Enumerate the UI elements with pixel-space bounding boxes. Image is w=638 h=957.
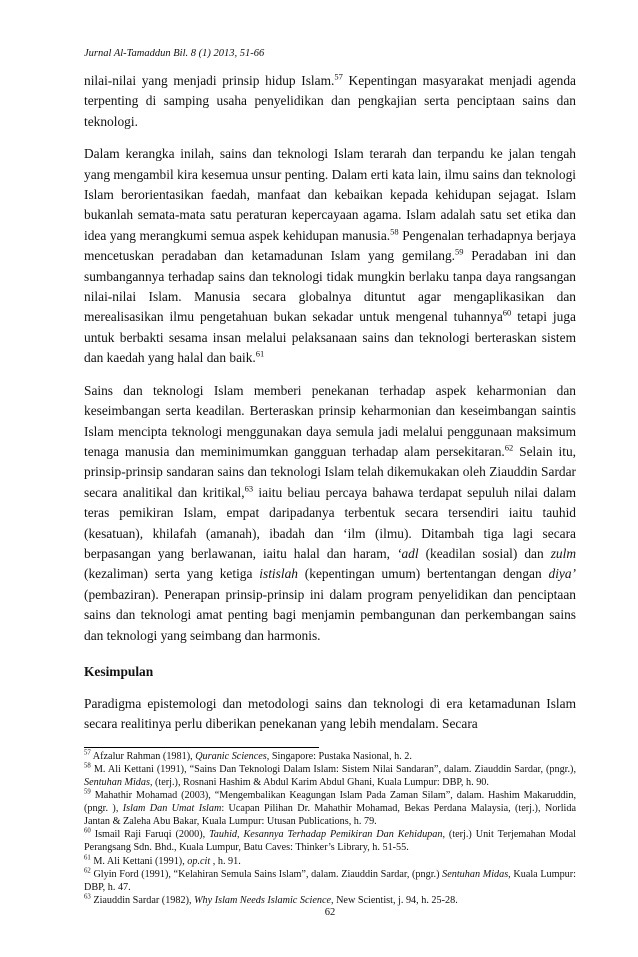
footnote-number: 59 xyxy=(84,788,91,796)
paragraph-4: Paradigma epistemologi dan metodologi sains dan teknologi di era ketamadunan Islam secara realitinya perlu diberikan penekanan yang lebih mendalam. Secara xyxy=(84,695,576,732)
footnote-text: Afzalur Rahman (1981), xyxy=(90,750,196,762)
footnote-text: , Singapore: Pustaka Nasional, h. 2. xyxy=(266,750,412,762)
term-zulm: zulm xyxy=(550,545,576,561)
paragraph-text: (kezaliman) serta yang ketiga xyxy=(84,566,260,582)
footnote-62 xyxy=(84,868,576,894)
footnote-text: , h. 91. xyxy=(210,855,241,867)
footnote-number: 63 xyxy=(84,893,91,901)
footnote-title: op.cit xyxy=(187,855,211,867)
footnote-title: Sentuhan Midas xyxy=(84,776,150,788)
paragraph-text: Selain itu, prinsip-prinsip sandaran sains dan teknologi Islam telah dikemukakan oleh Ziauddin Sardar secara analitikal dan kritikal, xyxy=(84,443,576,500)
section-heading: Kesimpulan xyxy=(84,663,154,679)
footnote-text: Mahathir Mohamad (2003), “Mengembalikan Keagungan Islam Pada Zaman Silam”, dalam. Hashim Makaruddin, (pngr. ), xyxy=(84,790,576,815)
paragraph-text: (pembaziran). Penerapan prinsip-prinsip ini dalam program penyelidikan dan penciptaan sains dan teknologi amat penting bagi menjamin pembangunan dan perkembangan sains dan teknologi yang seimbang dan harmonis. xyxy=(84,586,576,643)
footnote-60 xyxy=(84,828,576,854)
footnote-text: , (terj.), Rosnani Hashim & Abdul Karim Abdul Ghani, Kuala Lumpur: DBP, h. 90. xyxy=(149,776,489,788)
footnote-title: Tauhid, Kesannya Terhadap Pemikiran Dan Kehidupan xyxy=(209,829,443,841)
footnote-text: , Kuala Lumpur: DBP, h. 47. xyxy=(84,868,576,893)
paragraph-2 xyxy=(84,144,576,368)
term-adl: ‘adl xyxy=(396,545,419,561)
footnote-divider xyxy=(84,747,319,748)
page-number: 62 xyxy=(324,906,336,918)
paragraph-3 xyxy=(84,381,576,646)
footnote-ref-61[interactable]: 61 xyxy=(255,348,265,359)
footnote-number: 57 xyxy=(84,749,91,757)
footnote-text: Glyin Ford (1991), “Kelahiran Semula Sains Islam”, dalam. Ziauddin Sardar, (pngr.) xyxy=(90,868,443,880)
footnote-ref-63[interactable]: 63 xyxy=(244,483,254,494)
footnote-ref-60[interactable]: 60 xyxy=(502,308,512,318)
footnote-text: , (terj.) Unit Terjemahan Modal Perangsang Sdn. Bhd., Kuala Lumpur, Batu Caves: Thinker’s Library, h. 51-55. xyxy=(84,829,577,854)
paragraph-text: iaitu beliau percaya bahawa terdapat sepuluh nilai dalam teras pemikiran Islam, empat daripadanya terbentuk secara tersendiri iaitu tauhid (kesatuan), khilafah (amanah), ibadah dan ‘ilm (ilmu). Ditambah tiga lagi secara berpasangan yang berlawanan, iaitu halal dan haram, xyxy=(84,484,576,561)
term-istislah: istislah xyxy=(259,566,298,582)
footnote-number: 61 xyxy=(84,854,91,862)
footnote-61 xyxy=(84,855,576,868)
paragraph-1 xyxy=(84,71,576,132)
footnote-ref-58[interactable]: 58 xyxy=(390,226,399,237)
footnote-text: Ismail Raji Faruqi (2000), xyxy=(90,829,210,841)
paragraph-text: Pengenalan terhadapnya berjaya mencetuskan peradaban dan ketamadunan Islam yang gemilang. xyxy=(84,227,576,264)
running-head: Jurnal Al-Tamaddun Bil. 8 (1) 2013, 51-66 xyxy=(84,48,265,59)
paragraph-text: (kepentingan umum) bertentangan dengan xyxy=(297,566,549,582)
footnote-text: Ziauddin Sardar (1982), xyxy=(90,894,195,906)
footnote-title: Sentuhan Midas xyxy=(442,868,509,880)
document-page xyxy=(84,48,576,918)
paragraph-text: Peradaban ini dan sumbangannya terhadap sains dan teknologi tidak mungkin berlaku tanpa daya rangsangan nilai-nilai Islam. Manusia secara globalnya dituntut agar mengaplikasikan dan merealisasikan ilmu pengetahuan bukan sekadar untuk mengenal tuhannya xyxy=(84,248,577,325)
footnote-ref-57[interactable]: 57 xyxy=(334,71,343,82)
footnote-number: 62 xyxy=(84,867,91,875)
footnote-58 xyxy=(84,763,576,789)
footnote-text: M. Ali Kettani (1991), xyxy=(90,855,188,867)
footnote-ref-59[interactable]: 59 xyxy=(455,246,464,257)
footnote-number: 60 xyxy=(84,827,91,835)
footnote-57 xyxy=(84,750,576,763)
footnote-title: Why Islam Needs Islamic Science xyxy=(194,894,331,906)
paragraph-text: Sains dan teknologi Islam memberi penekanan terhadap aspek keharmonian dan keseimbangan serta keadilan. Berteraskan prinsip keharmonian dan keseimbangan saintis Islam mencipta teknologi menggunakan daya semula jadi melalui penggunaan maksimum tenaga manusia dan meminimumkan gangguan terhadap alam persekitaran. xyxy=(84,382,576,459)
footnote-ref-62[interactable]: 62 xyxy=(504,442,514,453)
paragraph-text: Kepentingan masyarakat menjadi agenda terpenting di samping usaha penyelidikan dan pengkajian serta penciptaan sains dan teknologi. xyxy=(84,73,576,129)
paragraph-text: tetapi juga untuk berbakti sesama insan melalui pelaksanaan sains dan teknologi berteraskan sistem dan kaedah yang halal dan baik. xyxy=(84,309,576,366)
footnote-title: Islam Dan Umat Islam xyxy=(122,803,222,815)
term-diya: diya’ xyxy=(548,566,577,582)
footnote-text: M. Ali Kettani (1991), “Sains Dan Teknologi Dalam Islam: Sistem Nilai Sandaran”, dalam. Ziauddin Sardar, (pngr.), xyxy=(90,763,576,775)
paragraph-text: (keadilan sosial) dan xyxy=(418,545,551,561)
paragraph-text: Dalam kerangka inilah, sains dan teknologi Islam terarah dan terpandu ke jalan tengah yang mengambil kira kesemua unsur penting. Dalam erti kata lain, ilmu sains dan teknologi Islam berorientasikan faedah, manfaat dan kebaikan kepada kehidupan sejagat. Islam bukanlah semata-mata satu peraturan kepercayaan agama. Islam adalah satu set etika dan idea yang merangkumi semua aspek kehidupan manusia. xyxy=(84,146,576,243)
footnote-title: Quranic Sciences xyxy=(195,750,267,762)
footnote-text: , New Scientist, j. 94, h. 25-28. xyxy=(330,894,458,906)
footnote-59 xyxy=(84,789,576,828)
paragraph-text: nilai-nilai yang menjadi prinsip hidup Islam. xyxy=(84,73,335,88)
footnote-text: : Ucapan Pilihan Dr. Mahathir Mohamad, Bekas Perdana Malaysia, (terj.), Norlida Jantan & Zaleha Abu Bakar, Kuala Lumpur: Utusan Publications, h. 79. xyxy=(84,803,576,828)
footnote-number: 58 xyxy=(84,762,91,770)
footnote-63 xyxy=(84,894,576,907)
